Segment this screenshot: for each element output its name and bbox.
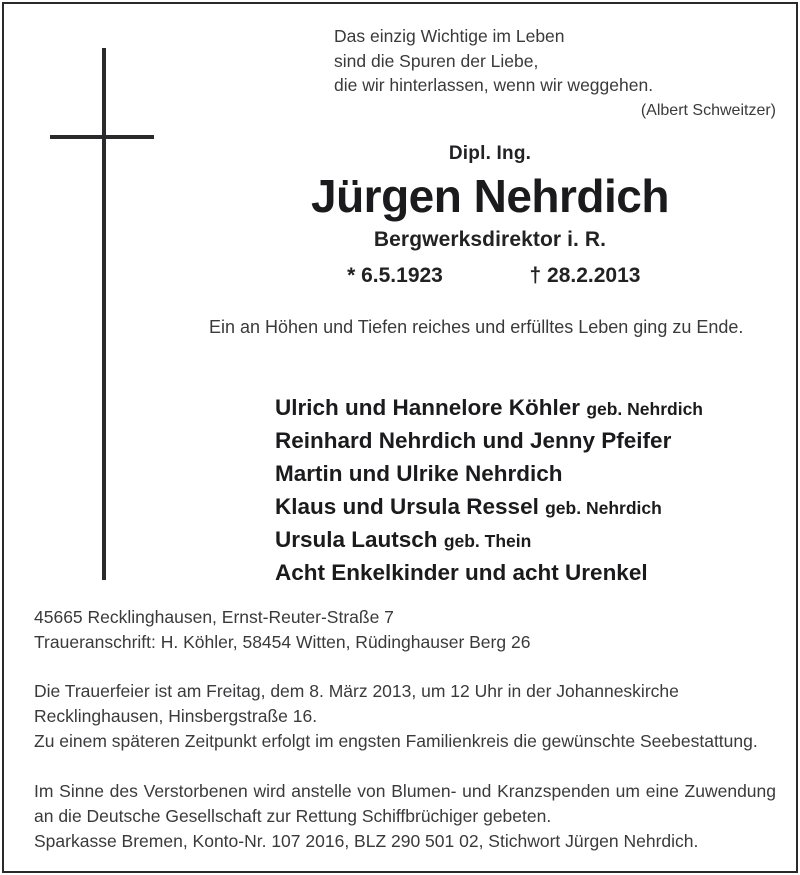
death-date: † 28.2.2013 <box>529 264 641 287</box>
funeral-service-info: Die Trauerfeier ist am Freitag, dem 8. März 2013, um 12 Uhr in der Johanneskirche Recklinghausen, Hinsbergstraße 16. <box>34 681 679 726</box>
family-list-item <box>275 425 785 458</box>
bank-details: Sparkasse Bremen, Konto-Nr. 107 2016, BLZ 290 501 02, Stichwort Jürgen Nehrdich. <box>34 831 699 851</box>
ceremony-details <box>34 679 776 754</box>
life-dates <box>204 262 776 289</box>
deceased-name-block <box>204 142 776 289</box>
mourning-address: Traueranschrift: H. Köhler, 58454 Witten, Rüdinghauser Berg 26 <box>34 632 531 652</box>
family-member-names: Reinhard Nehrdich und Jenny Pfeifer <box>275 428 672 453</box>
address-block <box>34 605 779 655</box>
intro-sentence: Ein an Höhen und Tiefen reiches und erfülltes Leben ging zu Ende. <box>209 317 744 337</box>
deceased-profession: Bergwerksdirektor i. R. <box>373 228 607 251</box>
family-list-item <box>275 392 785 425</box>
family-list-item <box>275 524 785 557</box>
cross-vertical-stem <box>102 48 106 580</box>
family-list-item <box>275 458 785 491</box>
cross-horizontal-bar <box>50 135 154 139</box>
family-maiden-name: geb. Nehrdich <box>586 399 703 419</box>
quote-line-2: sind die Spuren der Liebe, <box>334 50 539 71</box>
birth-date: * 6.5.1923 <box>347 264 443 287</box>
family-member-names: Ursula Lautsch <box>275 527 438 552</box>
family-member-names: Ulrich und Hannelore Köhler <box>275 395 581 420</box>
family-maiden-name: geb. Nehrdich <box>545 498 662 518</box>
quote-line-3: die wir hinterlassen, wenn wir weggehen. <box>334 75 654 95</box>
deceased-full-name: Jürgen Nehrdich <box>310 170 669 222</box>
christian-cross-icon <box>4 4 204 604</box>
home-address: 45665 Recklinghausen, Ernst-Reuter-Straße 7 <box>34 607 394 627</box>
honorific-title: Dipl. Ing. <box>448 143 532 164</box>
bereaved-family-list <box>275 392 785 590</box>
card-frame <box>2 2 798 873</box>
memorial-quote <box>334 24 776 123</box>
burial-info: Zu einem späteren Zeitpunkt erfolgt im engsten Familienkreis die gewünschte Seebestattung. <box>34 731 758 751</box>
family-member-names: Martin und Ulrike Nehrdich <box>275 461 563 486</box>
quote-line-1: Das einzig Wichtige im Leben <box>334 26 565 46</box>
donation-request <box>34 779 776 854</box>
family-member-names: Klaus und Ursula Ressel <box>275 494 539 519</box>
family-maiden-name: geb. Thein <box>443 531 532 551</box>
donation-text: Im Sinne des Verstorbenen wird anstelle von Blumen- und Kranzspenden um eine Zuwendung an die Deutsche Gesellschaft zur Rettung Schiffbrüchiger gebeten. <box>34 781 776 826</box>
family-list-item <box>275 557 785 590</box>
quote-attribution: (Albert Schweitzer) <box>640 101 776 119</box>
family-list-item <box>275 491 785 524</box>
family-member-names: Acht Enkelkinder und acht Urenkel <box>275 560 648 585</box>
